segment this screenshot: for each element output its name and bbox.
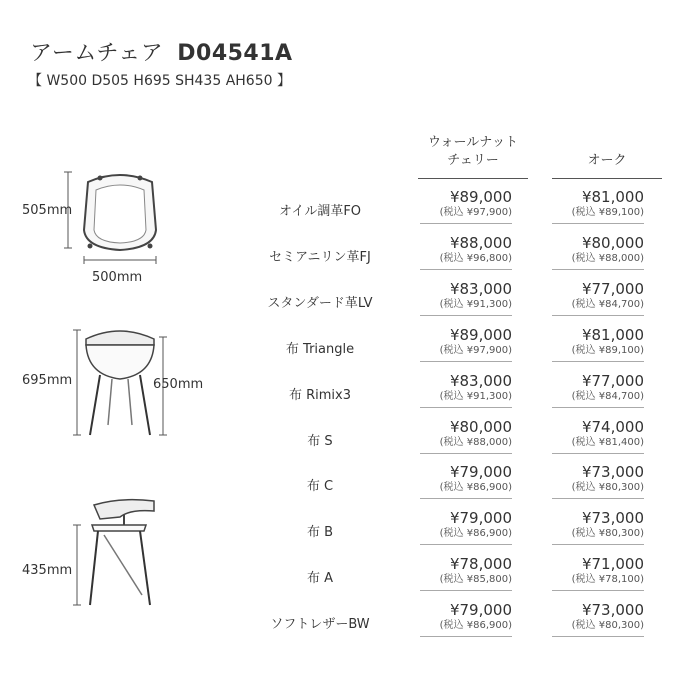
- oak-tax-price: (税込 ¥80,300): [571, 482, 644, 494]
- oak-price: ¥80,000: [581, 233, 644, 252]
- row-divider: [552, 361, 644, 362]
- row-divider: [552, 315, 644, 316]
- oak-price: ¥73,000: [581, 463, 644, 482]
- walnut-cherry-price-cell: [420, 234, 512, 266]
- walnut-cherry-price: ¥79,000: [449, 601, 512, 620]
- oak-tax-price: (税込 ¥78,100): [571, 574, 644, 586]
- oak-price-cell: [552, 372, 644, 404]
- oak-price: ¥77,000: [581, 371, 644, 390]
- walnut-cherry-price: ¥79,000: [449, 509, 512, 528]
- material-label: 布 A: [306, 571, 334, 587]
- walnut-cherry-price-cell: [420, 418, 512, 450]
- walnut-cherry-price: ¥83,000: [449, 279, 512, 298]
- oak-tax-price: (税込 ¥89,100): [571, 207, 644, 218]
- walnut-cherry-price: ¥78,000: [449, 555, 512, 574]
- oak-price: ¥77,000: [581, 279, 644, 298]
- oak-tax-price: (税込 ¥84,700): [571, 390, 644, 402]
- walnut-cherry-price-cell: [420, 601, 512, 633]
- product-code: D04541A: [177, 41, 293, 66]
- chair-side-view: [70, 495, 170, 610]
- material-label: オイル調革FO: [278, 204, 362, 219]
- walnut-cherry-price-cell: [420, 555, 512, 587]
- oak-price-cell: [552, 280, 644, 312]
- oak-tax-price: (税込 ¥88,000): [571, 252, 644, 264]
- material-label: 布 C: [306, 479, 334, 495]
- column-divider: [418, 178, 528, 179]
- material-label: 布 Triangle: [285, 341, 355, 357]
- row-divider: [420, 269, 512, 270]
- oak-price: ¥81,000: [581, 188, 644, 206]
- column-header-oak: オーク: [587, 153, 627, 168]
- oak-tax-price: (税込 ¥80,300): [571, 620, 644, 632]
- row-divider: [420, 590, 512, 591]
- oak-tax-price: (税込 ¥89,100): [571, 344, 644, 356]
- row-divider: [552, 544, 644, 545]
- row-divider: [552, 223, 644, 224]
- oak-price-cell: [552, 326, 644, 358]
- walnut-cherry-tax-price: (税込 ¥97,900): [439, 344, 512, 356]
- walnut-cherry-tax-price: (税込 ¥86,900): [439, 528, 512, 540]
- depth-label: 505mm: [22, 203, 73, 218]
- walnut-cherry-tax-price: (税込 ¥97,900): [439, 207, 512, 218]
- row-divider: [420, 544, 512, 545]
- row-divider: [420, 453, 512, 454]
- row-divider: [420, 223, 512, 224]
- oak-price-cell: [552, 555, 644, 587]
- product-dimensions: 【 W500 D505 H695 SH435 AH650 】: [28, 73, 291, 89]
- oak-price: ¥73,000: [581, 509, 644, 528]
- walnut-cherry-tax-price: (税込 ¥96,800): [439, 252, 512, 264]
- row-divider: [552, 453, 644, 454]
- walnut-cherry-price-cell: [420, 509, 512, 541]
- walnut-cherry-price: ¥79,000: [449, 463, 512, 482]
- row-divider: [552, 498, 644, 499]
- oak-price-cell: [552, 418, 644, 450]
- row-divider: [420, 361, 512, 362]
- walnut-cherry-tax-price: (税込 ¥86,900): [439, 620, 512, 632]
- page-title: [30, 36, 293, 67]
- row-divider: [420, 498, 512, 499]
- row-divider: [420, 315, 512, 316]
- walnut-cherry-price: ¥89,000: [449, 188, 512, 206]
- material-label: セミアニリン革FJ: [269, 249, 371, 265]
- walnut-cherry-tax-price: (税込 ¥91,300): [439, 298, 512, 310]
- walnut-cherry-price-cell: [420, 463, 512, 495]
- walnut-cherry-tax-price: (税込 ¥85,800): [439, 574, 512, 586]
- width-label: 500mm: [92, 270, 143, 285]
- row-divider: [552, 269, 644, 270]
- walnut-cherry-price-cell: [420, 188, 512, 220]
- oak-tax-price: (税込 ¥84,700): [571, 298, 644, 310]
- oak-price: ¥74,000: [581, 417, 644, 436]
- column-divider: [552, 178, 662, 179]
- oak-tax-price: (税込 ¥81,400): [571, 436, 644, 448]
- walnut-cherry-price: ¥88,000: [449, 233, 512, 252]
- material-label: 布 S: [307, 433, 333, 449]
- row-divider: [552, 636, 644, 637]
- column-header-walnut-cherry: ウォールナット チェリー: [428, 135, 518, 168]
- row-divider: [552, 590, 644, 591]
- oak-tax-price: (税込 ¥80,300): [571, 528, 644, 540]
- oak-price: ¥73,000: [581, 601, 644, 620]
- walnut-cherry-price-cell: [420, 326, 512, 358]
- walnut-cherry-price: ¥83,000: [449, 371, 512, 390]
- product-name: アームチェア: [30, 41, 164, 66]
- material-label: 布 Rimix3: [288, 387, 352, 403]
- oak-price-cell: [552, 463, 644, 495]
- oak-price: ¥81,000: [581, 325, 644, 344]
- walnut-cherry-price-cell: [420, 280, 512, 312]
- oak-price-cell: [552, 188, 644, 220]
- walnut-cherry-price-cell: [420, 372, 512, 404]
- walnut-cherry-price: ¥89,000: [449, 325, 512, 344]
- row-divider: [420, 407, 512, 408]
- oak-price-cell: [552, 234, 644, 266]
- walnut-cherry-tax-price: (税込 ¥91,300): [439, 390, 512, 402]
- material-label: スタンダード革LV: [267, 295, 373, 311]
- oak-price: ¥71,000: [581, 555, 644, 574]
- walnut-cherry-price: ¥80,000: [449, 417, 512, 436]
- oak-price-cell: [552, 509, 644, 541]
- row-divider: [552, 407, 644, 408]
- walnut-cherry-tax-price: (税込 ¥88,000): [439, 436, 512, 448]
- arm-height-label: 650mm: [153, 377, 204, 392]
- material-label: ソフトレザーBW: [270, 617, 370, 633]
- row-divider: [420, 636, 512, 637]
- height-label: 695mm: [22, 373, 73, 388]
- walnut-cherry-tax-price: (税込 ¥86,900): [439, 482, 512, 494]
- material-label: 布 B: [306, 525, 334, 541]
- chair-top-view: [60, 160, 180, 270]
- seat-height-label: 435mm: [22, 563, 73, 578]
- oak-price-cell: [552, 601, 644, 633]
